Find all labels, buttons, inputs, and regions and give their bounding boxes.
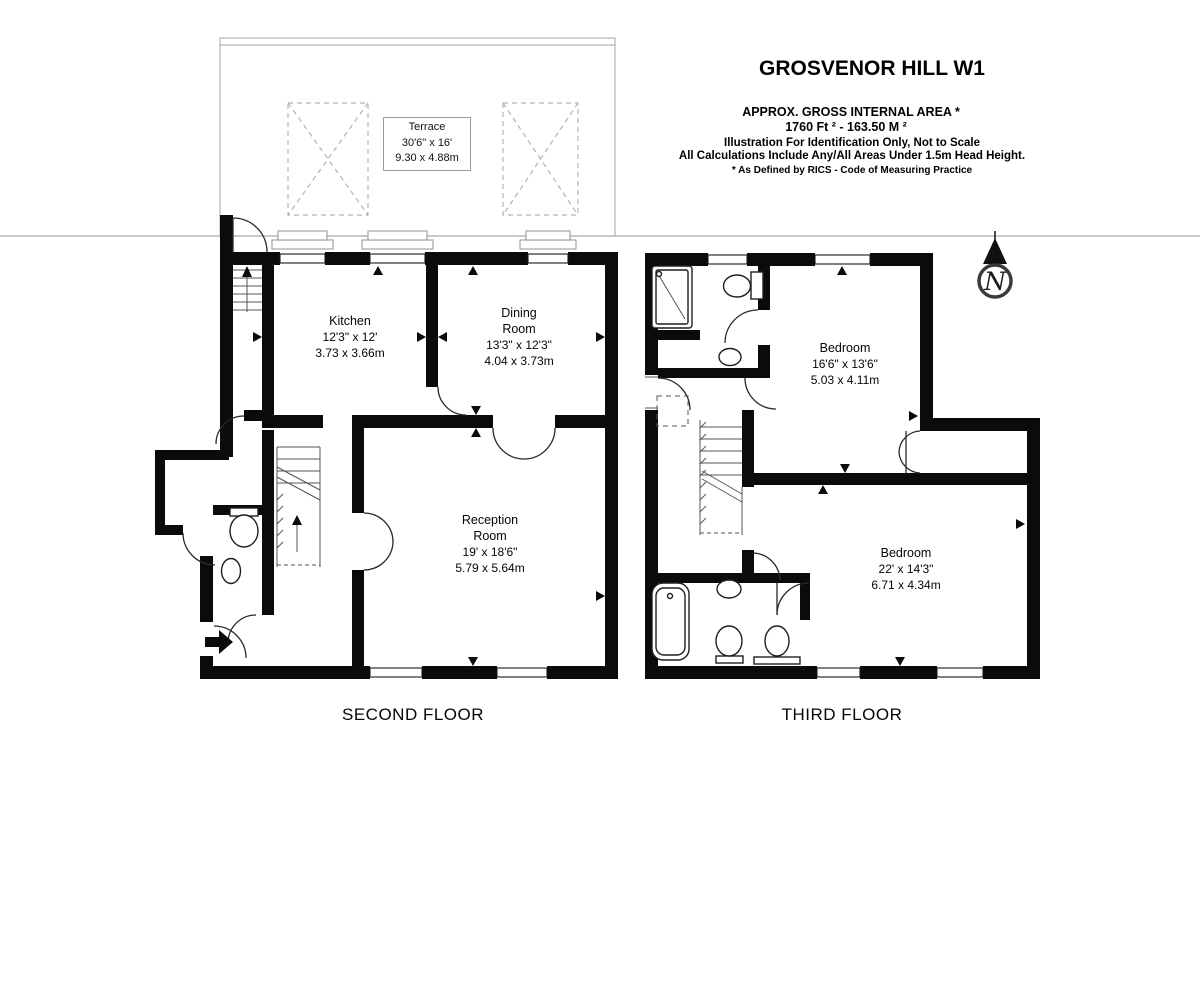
room-name: Kitchen [329,314,371,328]
room-dims-m: 4.04 x 3.73m [484,354,554,368]
stairs-icon [700,420,742,535]
shower-icon [652,266,692,328]
kitchen-label [315,313,384,361]
sink-icon [717,580,741,598]
compass-north-label: N [984,267,1006,296]
terrace-dims-ft: 30'6" x 16' [401,136,453,149]
third-floor-plan [645,253,1040,679]
room-dims-ft: 12'3" x 12' [322,330,378,344]
disclaimer-line2: All Calculations Include Any/All Areas Under 1.5m Head Height. [678,150,1026,162]
room-name: Room [502,322,536,336]
skylight-icon [288,103,368,215]
area-heading: APPROX. GROSS INTERNAL AREA * [742,105,960,119]
room-name: Bedroom [880,546,932,560]
room-name: Bedroom [819,341,871,355]
toilet-icon [724,272,764,299]
bedroom1-label [811,340,879,388]
room-dims-m: 5.03 x 4.11m [810,373,880,387]
toilet-icon [754,626,800,664]
room-name: Room [473,529,507,543]
room-dims-ft: 13'3" x 12'3" [486,338,552,352]
terrace-dims-m: 9.30 x 4.88m [395,152,459,164]
bedroom2-label [871,545,940,593]
stairs-icon [277,447,320,567]
room-dims-ft: 22' x 14'3" [878,562,934,576]
room-dims-m: 6.71 x 4.34m [871,578,941,592]
room-name: Reception [461,513,519,527]
sink-icon [222,559,241,584]
skylight-icon [503,103,578,215]
dining-room-label [484,305,553,369]
compass-icon [979,231,1011,297]
terrace-label [383,117,471,171]
room-dims-ft: 19' x 18'6" [462,545,518,559]
room-dims-m: 3.73 x 3.66m [315,346,385,360]
cupboard-outline [657,396,688,426]
entry-arrow-icon [205,630,233,654]
door-arcs [183,218,555,658]
second-floor-plan [155,215,618,679]
room-dims-m: 5.79 x 5.64m [455,561,525,575]
window-sills [272,231,576,249]
page-title: GROSVENOR HILL W1 [759,57,985,80]
terrace-name: Terrace [408,121,446,133]
stairs-icon [233,266,262,312]
sink-icon [719,349,741,366]
room-dims-ft: 16'6" x 13'6" [812,357,878,371]
disclaimer-line1: Illustration For Identification Only, Not to Scale [724,137,980,149]
third-floor-label: THIRD FLOOR [781,705,903,724]
area-value: 1760 Ft ² - 163.50 M ² [785,120,907,134]
bathtub-icon [652,583,689,660]
footnote: * As Defined by RICS - Code of Measuring Practice [731,165,973,176]
room-name: Dining [501,306,537,320]
reception-room-label [455,512,524,576]
toilet-icon [230,508,258,547]
toilet-icon [716,626,743,663]
second-floor-label: SECOND FLOOR [341,705,485,724]
